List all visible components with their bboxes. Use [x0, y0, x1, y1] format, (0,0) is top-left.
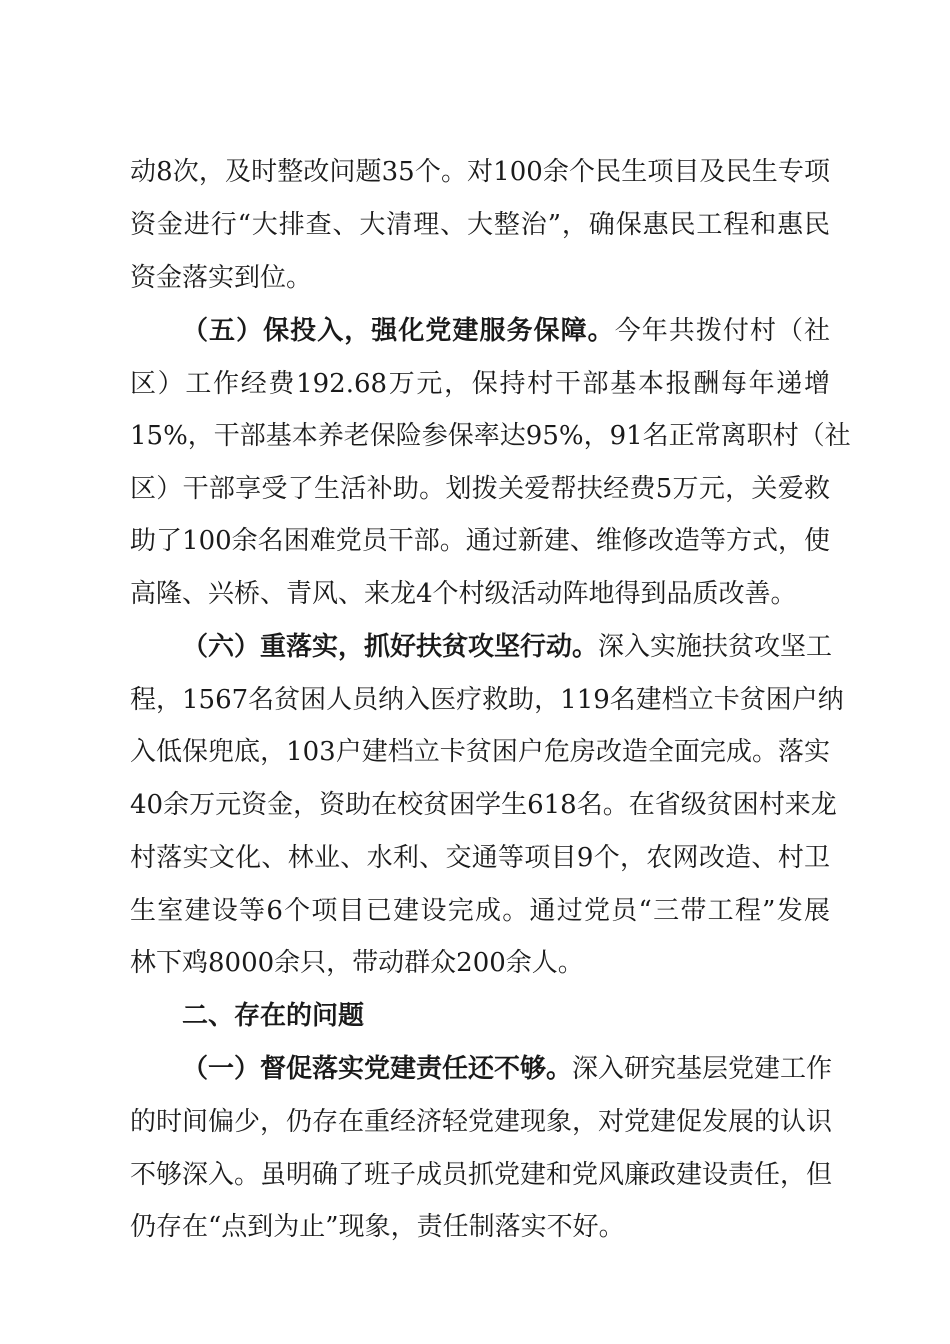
text-line: 仍存在“点到为止”现象，责任制落实不好。 [130, 1212, 625, 1242]
issue-1-first-line-text: 深入研究基层党建工作 [572, 1054, 833, 1084]
issue-1-title: （一）督促落实党建责任还不够。 [182, 1054, 573, 1084]
text-line: 高隆、兴桥、青风、来龙4个村级活动阵地得到品质改善。 [130, 579, 797, 609]
text-line: 资金进行“大排查、大清理、大整治”，确保惠民工程和惠民 [130, 210, 830, 240]
text-line: 动8次，及时整改问题35个。对100余个民生项目及民生专项 [130, 157, 830, 187]
text-line: 程，1567名贫困人员纳入医疗救助，119名建档立卡贫困户纳 [130, 685, 844, 715]
text-line: 不够深入。虽明确了班子成员抓党建和党风廉政建设责任，但 [130, 1160, 833, 1190]
text-line: 资金落实到位。 [130, 263, 313, 293]
text-line: 15%，干部基本养老保险参保率达95%，91名正常离职村（社 [130, 421, 851, 451]
section-6-first-line [182, 632, 833, 662]
text-line: 林下鸡8000余只，带动群众200余人。 [130, 948, 584, 978]
text-line: 生室建设等6个项目已建设完成。通过党员“三带工程”发展 [130, 896, 830, 926]
text-line: 助了100余名困难党员干部。通过新建、维修改造等方式，使 [130, 526, 830, 556]
text-line: 入低保兜底，103户建档立卡贫困户危房改造全面完成。落实 [130, 737, 830, 767]
section-5-first-line [182, 316, 830, 346]
section-6-first-line-text: 深入实施扶贫攻坚工 [598, 632, 833, 662]
text-line: 的时间偏少，仍存在重经济轻党建现象，对党建促发展的认识 [130, 1107, 833, 1137]
section-heading: 二、存在的问题 [182, 1001, 365, 1031]
text-line: 村落实文化、林业、水利、交通等项目9个，农网改造、村卫 [130, 843, 830, 873]
issue-1-first-line [182, 1054, 833, 1084]
section-6-title: （六）重落实，抓好扶贫攻坚行动。 [182, 632, 599, 662]
section-5-first-line-text: 今年共拨付村（社 [614, 316, 830, 346]
text-line: 区）工作经费192.68万元，保持村干部基本报酬每年递增 [130, 369, 830, 399]
text-line: 40余万元资金，资助在校贫困学生618名。在省级贫困村来龙 [130, 790, 837, 820]
text-line: 区）干部享受了生活补助。划拨关爱帮扶经费5万元，关爱救 [130, 474, 830, 504]
section-5-title: （五）保投入，强化党建服务保障。 [182, 316, 615, 346]
